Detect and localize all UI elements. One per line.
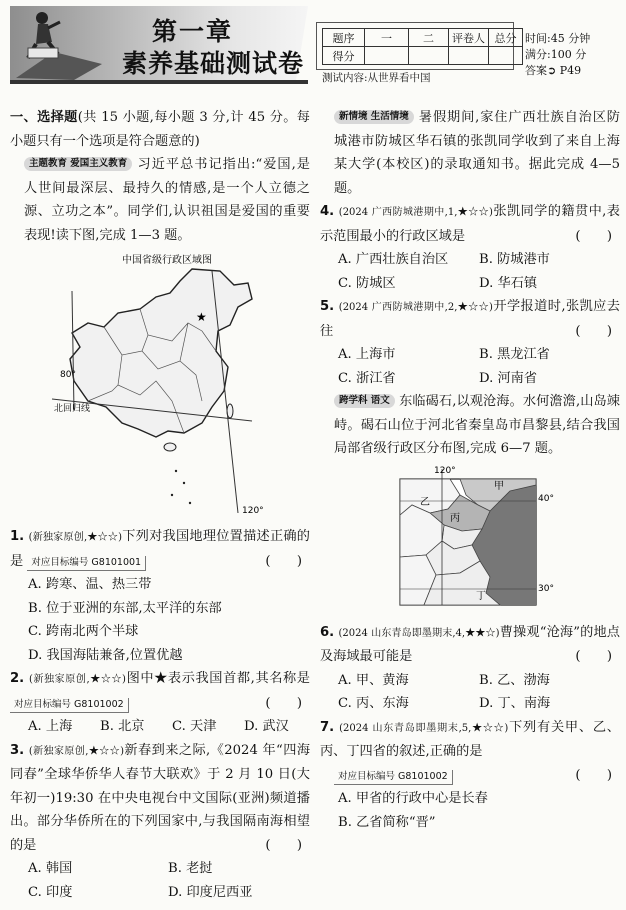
chapter-title: 第一章 (152, 17, 234, 46)
option-b[interactable]: B. 乙、渤海 (479, 672, 550, 688)
option-b[interactable]: B. 防城港市 (479, 252, 550, 267)
section-desc: (共 15 小题,每小题 3 分,计 45 分。每小题只有一个选项是符合题意的) (10, 110, 310, 149)
label-80: 80° (60, 370, 76, 380)
question-source: (新独家原创,★☆☆) (28, 745, 124, 757)
test-content: 测试内容:从世界看中国 (322, 72, 431, 84)
option-b[interactable]: B. 乙省简称“晋” (338, 814, 436, 830)
option-c[interactable]: C. 跨南北两个半球 (28, 624, 139, 639)
student-figure-icon (14, 8, 104, 80)
option-b[interactable]: B. 北京 (100, 719, 145, 734)
score-cell: 二 (409, 29, 449, 47)
question-source: (新独家原创,★☆☆) (28, 674, 126, 685)
option-d[interactable]: D. 丁、南海 (479, 696, 551, 711)
option-a[interactable]: A. 广西壮族自治区 (338, 252, 449, 267)
question-source: (2024 山东青岛即墨期末,5,★☆☆) (339, 722, 509, 734)
question-stem: 下列对我国地理位置描述正确的是 (10, 529, 310, 569)
score-input-cell[interactable] (489, 47, 523, 65)
answer-page: 答案➲ P49 (525, 64, 582, 77)
score-input-cell[interactable] (449, 47, 489, 65)
option-a[interactable]: A. 甲省的行政中心是长春 (338, 791, 488, 806)
left-column (10, 106, 310, 904)
option-b[interactable]: B. 黑龙江省 (479, 347, 550, 362)
question-stem: 张凯同学的籍贯中,表示范围最小的行政区域是 (320, 204, 620, 244)
option-c[interactable]: C. 丙、东海 (338, 696, 409, 711)
time-limit: 时间:45 分钟 (525, 32, 591, 45)
question-stem: 下列有关甲、乙、丙、丁四省的叙述,正确的是 (320, 719, 620, 759)
option-a[interactable]: A. 韩国 (28, 861, 73, 876)
target-code: 对应目标编号 G8101002 (334, 770, 453, 785)
options-row (320, 692, 620, 716)
intro-passage-3 (320, 390, 620, 461)
question-number: 4. (320, 204, 335, 219)
option-d[interactable]: D. 河南省 (479, 370, 538, 386)
right-column (320, 106, 620, 834)
answer-blank[interactable]: ( ) (575, 767, 612, 783)
title-banner-underline (10, 80, 308, 84)
options-row (320, 272, 620, 296)
full-score: 满分:100 分 (525, 48, 587, 61)
question-stem: 新春到来之际,《2024 年“四海同春”全球华侨华人春节大联欢》于 2 月 10 日(大年初一)19:30 在中央电视台中文国际(亚洲)频道播出。部分华侨所在的下列国家中,与我国隔南海相望的是 (10, 742, 311, 853)
question-3 (10, 739, 310, 905)
cross-subject-tag: 跨学科 语文 (334, 394, 395, 408)
label-120: 120° (242, 506, 264, 516)
question-number: 2. (10, 671, 25, 686)
capital-star-icon: ★ (196, 310, 207, 324)
intro-text: 暑假期间,家住广西壮族自治区防城港市防城区华石镇的张凯同学收到了来自上海某大学(本校区)的录取通知书。据此完成 4—5 题。 (334, 110, 620, 196)
question-number: 3. (10, 742, 25, 758)
option-c[interactable]: C. 防城区 (338, 275, 396, 291)
option-c[interactable]: C. 浙江省 (338, 370, 396, 386)
china-map (52, 251, 272, 519)
section-title: 一、选择题 (10, 110, 78, 125)
score-table-row (323, 29, 523, 47)
answer-blank[interactable]: ( ) (265, 553, 302, 569)
intro-text: 东临碣石,以观沧海。水何澹澹,山岛竦峙。碣石山位于河北省秦皇岛市昌黎县,结合我国局部省级行政区分布图,完成 6—7 题。 (334, 394, 620, 456)
label-yi: 乙 (420, 496, 430, 508)
options-row (10, 857, 310, 881)
question-source: (2024 广西防城港期中,1,★☆☆) (338, 207, 493, 218)
option-a[interactable]: A. 上海市 (338, 347, 396, 362)
answer-blank[interactable]: ( ) (575, 649, 612, 664)
label-30: 30° (538, 583, 554, 594)
option-a[interactable]: A. 跨寒、温、热三带 (28, 577, 152, 592)
question-stem: 图中★表示我国首都,其名称是 (125, 671, 310, 686)
options-row (10, 881, 310, 905)
test-title: 素养基础测试卷 (122, 49, 305, 78)
option-d[interactable]: D. 印度尼西亚 (168, 884, 253, 900)
question-stem: 曹操观“沧海”的地点及海域最可能是 (320, 624, 620, 664)
answer-blank[interactable]: ( ) (265, 695, 302, 711)
score-input-cell[interactable] (365, 47, 409, 65)
context-tag: 新情境 生活情境 (334, 110, 414, 124)
question-7 (320, 716, 620, 835)
option-c[interactable]: C. 印度 (28, 884, 73, 900)
question-5 (320, 295, 620, 390)
option-b[interactable]: B. 老挝 (168, 861, 213, 876)
option-b[interactable]: B. 位于亚洲的东部,太平洋的东部 (28, 600, 222, 616)
intro-passage-2 (320, 106, 620, 200)
options-row (320, 669, 620, 693)
question-number: 7. (320, 719, 335, 735)
question-1 (10, 525, 310, 667)
answer-blank[interactable]: ( ) (265, 837, 302, 853)
question-number: 6. (320, 624, 335, 640)
option-d[interactable]: D. 我国海陆兼备,位置优越 (28, 647, 183, 663)
score-cell: 总分 (489, 29, 523, 47)
question-number: 1. (10, 529, 25, 544)
section-header (10, 106, 310, 153)
china-outline (70, 269, 252, 437)
question-number: 5. (320, 299, 335, 314)
theme-tag: 主题教育 爱国主义教育 (24, 157, 132, 171)
answer-blank[interactable]: ( ) (575, 228, 612, 244)
question-source: (2024 山东青岛即墨期末,4,★★☆) (338, 627, 500, 639)
label-120: 120° (434, 465, 456, 476)
options-row (10, 715, 310, 739)
intro-passage-1 (10, 153, 310, 247)
question-4 (320, 200, 620, 295)
intro-text: 习近平总书记指出:“爱国,是人世间最深层、最持久的情感,是一个人立德之源、立功之本”。同学们,认识祖国是爱国的重要表现!读下图,完成 1—3 题。 (24, 157, 310, 243)
options-row (320, 343, 620, 367)
question-2 (10, 667, 310, 739)
option-a[interactable]: A. 甲、黄海 (338, 672, 409, 688)
label-jia: 甲 (494, 480, 504, 492)
score-cell: 题序 (323, 29, 365, 47)
score-cell: 得分 (323, 47, 365, 65)
options-row (320, 248, 620, 272)
test-meta (525, 31, 590, 79)
label-40: 40° (538, 493, 554, 504)
label-bing: 丙 (450, 512, 460, 524)
target-code: 对应目标编号 G8101002 (10, 698, 129, 713)
page-header (0, 0, 626, 96)
question-stem: 开学报道时,张凯应去往 (320, 299, 620, 339)
score-cell: 一 (365, 29, 409, 47)
option-c[interactable]: C. 天津 (172, 719, 217, 734)
question-6 (320, 621, 620, 716)
options-row (320, 367, 620, 391)
label-ding: 丁 (476, 590, 486, 602)
question-source: (2024 广西防城港期中,2,★☆☆) (338, 302, 493, 313)
question-source: (新独家原创,★☆☆) (28, 532, 123, 543)
map-title: 中国省级行政区域图 (122, 255, 212, 266)
score-table (322, 28, 523, 65)
option-d[interactable]: D. 武汉 (244, 719, 289, 734)
option-d[interactable]: D. 华石镇 (479, 275, 538, 291)
score-cell: 评卷人 (449, 29, 489, 47)
target-code: 对应目标编号 G8101001 (27, 556, 146, 571)
regional-map (390, 465, 554, 615)
answer-blank[interactable]: ( ) (575, 323, 612, 339)
option-a[interactable]: A. 上海 (28, 719, 73, 734)
score-input-cell[interactable] (409, 47, 449, 65)
score-table-row (323, 47, 523, 65)
meridian-80 (72, 291, 74, 411)
tropic-label: 北回归线 (54, 404, 91, 414)
